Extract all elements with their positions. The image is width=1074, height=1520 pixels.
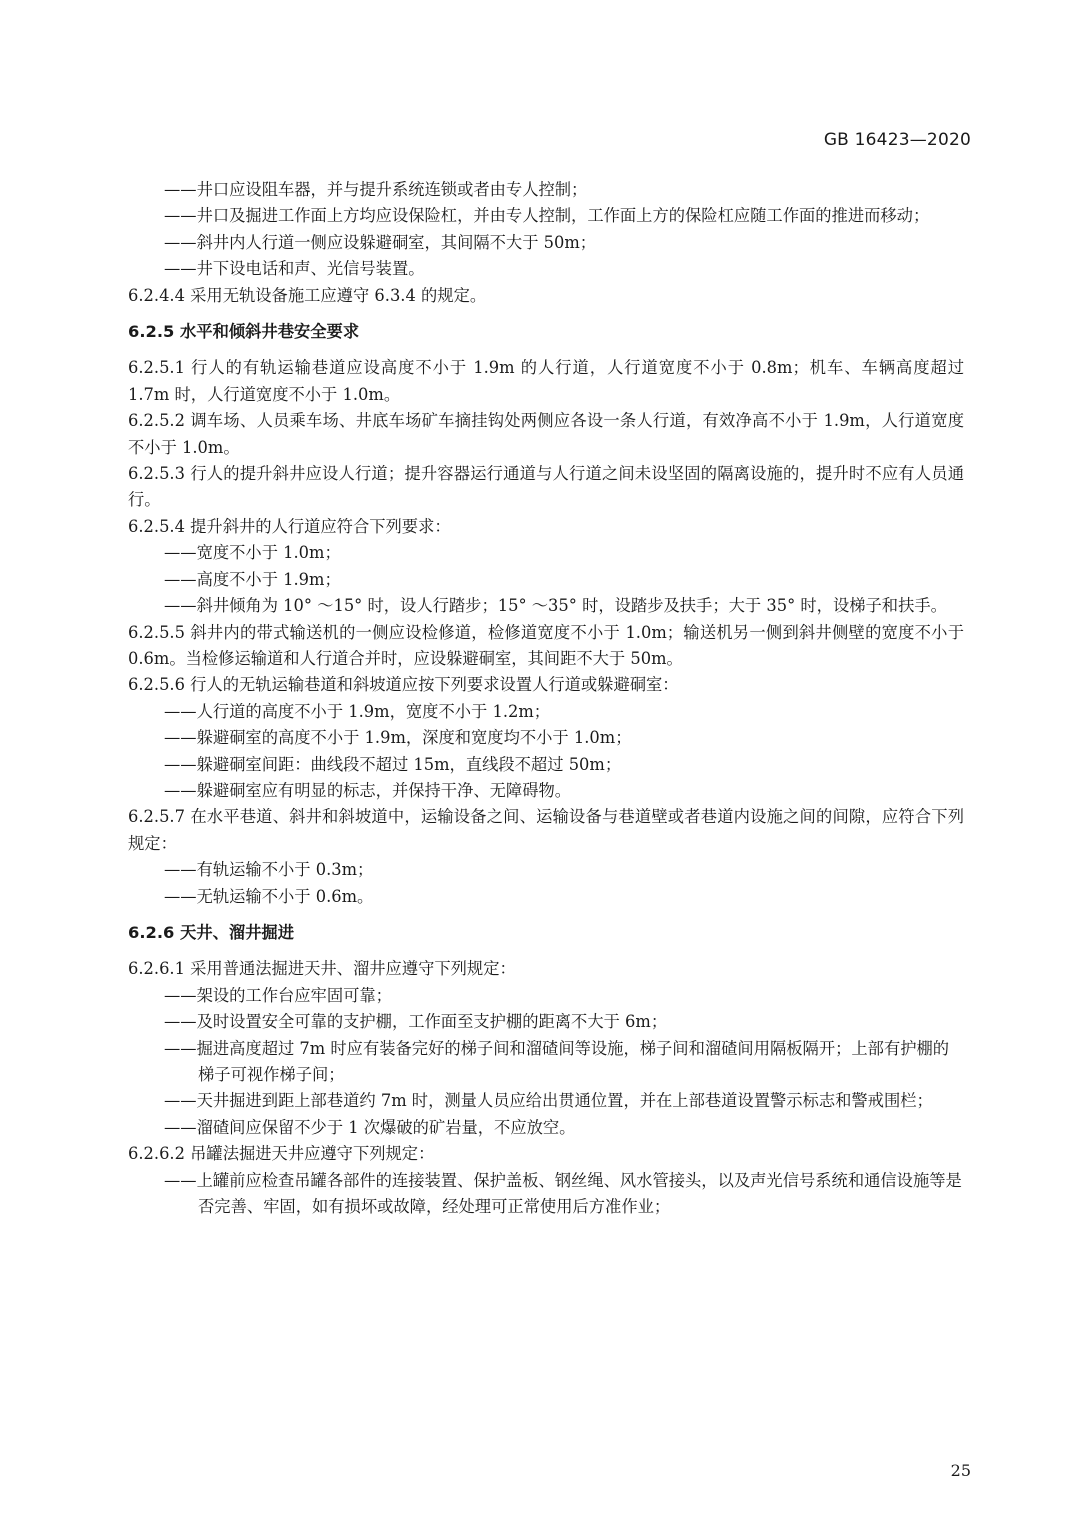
clause-paragraph: 6.2.5.5 斜井内的带式输送机的一侧应设检修道，检修道宽度不小于 1.0m；输送机另一侧到斜井侧壁的宽度不小于 0.6m。当检修运输道和人行道合并时，应设躲避硐室，其间距不大于 50m。 [128, 622, 964, 668]
section-heading: 6.2.6 天井、溜井掘进 [128, 922, 294, 942]
clause-paragraph: 6.2.4.4 采用无轨设备施工应遵守 6.3.4 的规定。 [128, 285, 487, 305]
document-body [128, 177, 964, 1220]
clause-paragraph: 6.2.5.7 在水平巷道、斜井和斜坡道中，运输设备之间、运输设备与巷道壁或者巷道内设施之间的间隙，应符合下列规定： [128, 807, 964, 853]
list-item: ——天井掘进到距上部巷道约 7m 时，测量人员应给出贯通位置，并在上部巷道设置警示标志和警戒围栏； [164, 1091, 933, 1111]
list-item: ——躲避硐室应有明显的标志，并保持干净、无障碍物。 [164, 780, 572, 800]
list-item: ——井口及掘进工作面上方均应设保险杠，并由专人控制，工作面上方的保险杠应随工作面的推进而移动； [164, 206, 930, 226]
list-item: ——井口应设阻车器，并与提升系统连锁或者由专人控制； [164, 180, 588, 199]
clause-paragraph: 6.2.5.4 提升斜井的人行道应符合下列要求： [128, 516, 451, 536]
list-item: ——斜井倾角为 10° ～15° 时，设人行踏步；15° ～35° 时，设踏步及扶手；大于 35° 时，设梯子和扶手。 [164, 596, 947, 616]
list-item: ——掘进高度超过 7m 时应有装备完好的梯子间和溜碴间等设施，梯子间和溜碴间用隔板隔开；上部有护棚的梯子可视作梯子间； [164, 1038, 950, 1084]
list-item: ——溜碴间应保留不少于 1 次爆破的矿岩量，不应放空。 [164, 1117, 576, 1137]
list-item: ——及时设置安全可靠的支护棚，工作面至支护棚的距离不大于 6m； [164, 1012, 668, 1032]
list-item: ——架设的工作台应牢固可靠； [164, 985, 392, 1005]
clause-paragraph: 6.2.6.2 吊罐法掘进天井应遵守下列规定： [128, 1144, 435, 1164]
clause-paragraph: 6.2.5.2 调车场、人员乘车场、井底车场矿车摘挂钩处两侧应各设一条人行道，有效净高不小于 1.9m，人行道宽度不小于 1.0m。 [128, 411, 964, 457]
list-item: ——有轨运输不小于 0.3m； [164, 860, 374, 880]
list-item: ——斜井内人行道一侧应设躲避硐室，其间隔不大于 50m； [164, 232, 597, 252]
page-number: 25 [950, 1461, 971, 1480]
list-item: ——人行道的高度不小于 1.9m，宽度不小于 1.2m； [164, 701, 551, 721]
list-item: ——躲避硐室间距：曲线段不超过 15m，直线段不超过 50m； [164, 754, 622, 774]
list-item: ——高度不小于 1.9m； [164, 569, 341, 589]
clause-paragraph: 6.2.5.1 行人的有轨运输巷道应设高度不小于 1.9m 的人行道，人行道宽度不小于 0.8m；机车、车辆高度超过 1.7m 时，人行道宽度不小于 1.0m。 [128, 358, 964, 404]
standard-number: GB 16423—2020 [823, 130, 971, 150]
list-item: ——无轨运输不小于 0.6m。 [164, 886, 374, 906]
list-item: ——上罐前应检查吊罐各部件的连接装置、保护盖板、钢丝绳、风水管接头，以及声光信号系统和通信设施等是否完善、牢固，如有损坏或故障，经处理可正常使用后方准作业； [164, 1170, 962, 1217]
clause-paragraph: 6.2.5.6 行人的无轨运输巷道和斜坡道应按下列要求设置人行道或躲避硐室： [128, 675, 679, 695]
list-item: ——躲避硐室的高度不小于 1.9m，深度和宽度均不小于 1.0m； [164, 728, 632, 748]
list-item: ——井下设电话和声、光信号装置。 [164, 259, 425, 279]
list-item: ——宽度不小于 1.0m； [164, 543, 341, 563]
clause-paragraph: 6.2.6.1 采用普通法掘进天井、溜井应遵守下列规定： [128, 959, 516, 979]
section-heading: 6.2.5 水平和倾斜井巷安全要求 [128, 322, 360, 342]
clause-paragraph: 6.2.5.3 行人的提升斜井应设人行道；提升容器运行通道与人行道之间未设坚固的隔离设施的，提升时不应有人员通行。 [128, 464, 964, 510]
